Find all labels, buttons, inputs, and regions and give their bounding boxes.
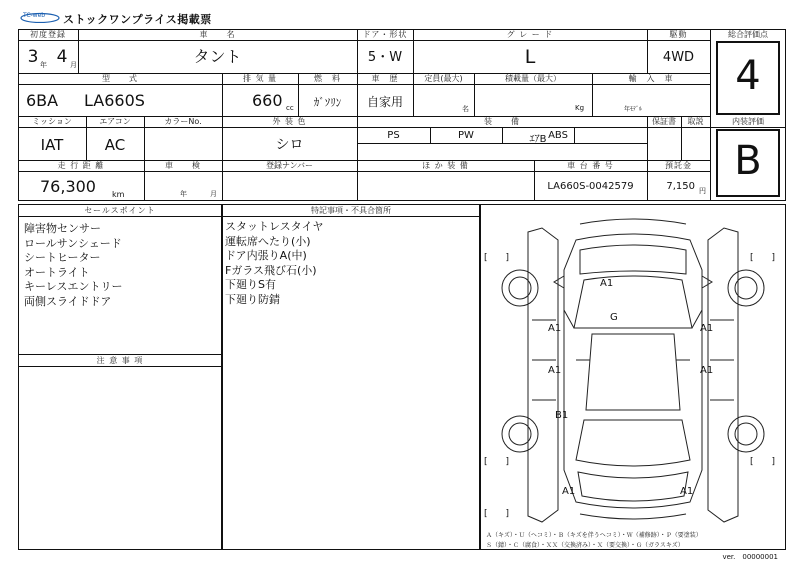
yen-unit: 円 xyxy=(699,187,706,195)
list-item: 運転席へたり(小) xyxy=(225,234,311,248)
first-reg-month: 4 xyxy=(56,47,68,67)
label-manual: 取説 xyxy=(687,117,704,126)
damage-mark: A1 xyxy=(600,278,614,289)
logo-text: TC-web xyxy=(23,12,46,19)
wheel-rr-right xyxy=(728,416,764,452)
insp-year-unit: 年 xyxy=(180,190,187,198)
model-prefix: 6BA xyxy=(26,91,59,110)
label-displacement: 排 気 量 xyxy=(242,74,278,83)
label-mileage: 走 行 距 離 xyxy=(57,161,105,170)
defects-list xyxy=(225,220,323,307)
bracket-front-right: [ ] xyxy=(750,253,776,263)
list-item: キーレスエントリー xyxy=(24,280,123,293)
damage-mark: A1 xyxy=(548,323,562,334)
label-price: 預託金 xyxy=(665,161,692,170)
label-mission: ミッション xyxy=(32,117,72,126)
list-item: オートライト xyxy=(24,265,90,279)
model-code: LA660S xyxy=(84,91,145,110)
label-other-equip: ほ か 装 備 xyxy=(422,161,469,170)
label-capacity: 定員(最大) xyxy=(424,74,463,83)
bracket-bottom: [ ] xyxy=(484,509,510,519)
wheel-fr-right xyxy=(728,270,764,306)
list-item: 障害物センサー xyxy=(24,222,101,235)
damage-mark: A1 xyxy=(700,365,714,376)
price-value: 7,150 xyxy=(666,181,695,192)
insp-month-unit: 月 xyxy=(210,190,217,198)
equip-ps: PS xyxy=(387,130,400,141)
list-item: ドア内張りA(中) xyxy=(225,249,307,262)
rear-bumper xyxy=(580,514,686,519)
damage-mark: A1 xyxy=(680,486,694,497)
label-grade: グ レ ー ド xyxy=(506,30,554,39)
door-type: 5・W xyxy=(367,50,403,65)
label-drive: 駆動 xyxy=(669,30,688,39)
vin-value: LA660S-0042579 xyxy=(547,181,634,192)
front-bumper xyxy=(580,219,686,224)
import-year-unit: 年ﾓﾃﾞﾙ xyxy=(624,106,643,113)
exterior-color: シロ xyxy=(275,137,304,153)
km-unit: km xyxy=(112,190,125,199)
year-unit: 年 xyxy=(40,61,47,69)
aircon-value: AC xyxy=(104,136,126,154)
car-damage-diagram xyxy=(480,210,786,530)
car-top-view xyxy=(564,234,702,508)
damage-mark: A1 xyxy=(700,323,714,334)
label-import: 輸 入 車 xyxy=(628,74,674,83)
damage-mark: B1 xyxy=(555,410,569,421)
label-interior-score: 内装評価 xyxy=(732,117,764,126)
label-vin: 車 台 番 号 xyxy=(567,161,614,170)
list-item: シートヒーター xyxy=(24,251,101,264)
notes-title: 注 意 事 項 xyxy=(96,356,144,365)
history-value: 自家用 xyxy=(366,95,403,109)
label-aircon: エアコン xyxy=(99,117,131,126)
mission-value: IAT xyxy=(40,136,64,154)
interior-score: B xyxy=(734,138,762,184)
cc-unit: cc xyxy=(286,104,294,112)
damage-legend-line2: Ｓ（錆）・Ｃ（腐食）・ＸＸ（交換済み）・Ｘ（要交換）・Ｇ（ガラスキズ） xyxy=(486,542,684,549)
label-exterior: 外 装 色 xyxy=(272,117,307,126)
grade: L xyxy=(524,46,536,68)
bracket-rear-left: [ ] xyxy=(484,457,510,467)
overall-score: 4 xyxy=(735,53,761,99)
list-item: 下廻り防錆 xyxy=(225,292,280,306)
damage-mark: G xyxy=(610,312,618,323)
list-item: スタットレスタイヤ xyxy=(225,220,324,233)
page-title: ストックワンプライス掲載票 xyxy=(63,13,212,26)
version-label: ver. 00000001 xyxy=(722,553,778,561)
label-equipment: 装 備 xyxy=(484,117,520,126)
sales-points-title: セールスポイント xyxy=(84,206,156,215)
label-fuel: 燃 料 xyxy=(314,74,341,83)
label-warranty: 保証書 xyxy=(652,117,676,126)
sales-points-list xyxy=(24,222,122,309)
equip-airbag: ｴｱB xyxy=(529,134,547,145)
list-item: 下廻りS有 xyxy=(225,278,276,291)
label-history: 車 歴 xyxy=(371,74,399,83)
bracket-front-left: [ ] xyxy=(484,253,510,263)
list-item: 両側スライドドア xyxy=(24,294,112,308)
defects-title: 特記事項・不具合箇所 xyxy=(311,206,391,215)
label-inspection: 車 検 xyxy=(165,161,201,170)
wheel-rl-left xyxy=(502,416,538,452)
label-door: ドア・形状 xyxy=(362,30,408,39)
fuel-value: ｶﾞｿﾘﾝ xyxy=(313,96,342,109)
label-color-no: カラーNo. xyxy=(164,117,202,126)
list-item: Fガラス飛び石(小) xyxy=(225,263,317,277)
month-unit: 月 xyxy=(70,61,77,69)
bracket-rear-right: [ ] xyxy=(750,457,776,467)
first-reg-year: 3 xyxy=(27,47,39,67)
displacement-value: 660 xyxy=(252,91,283,110)
load-unit: Kg xyxy=(575,104,585,112)
logo-icon xyxy=(20,8,60,22)
damage-mark: A1 xyxy=(548,365,562,376)
label-model: 型 式 xyxy=(102,74,138,83)
list-item: ロールサンシェード xyxy=(24,236,122,250)
label-first-reg: 初度登録 xyxy=(30,30,66,39)
drive: 4WD xyxy=(662,50,695,65)
damage-legend-line1: Ａ（キズ）・Ｕ（ヘコミ）・Ｂ（キズを伴うヘコミ）・Ｗ（補修跡）・Ｐ（要塗装） xyxy=(486,532,702,539)
equip-pw: PW xyxy=(458,130,474,141)
mileage-value: 76,300 xyxy=(40,177,96,196)
wheel-fl-left xyxy=(502,270,538,306)
capacity-unit: 名 xyxy=(462,105,469,113)
label-plate: 登録ナンバー xyxy=(265,161,314,170)
damage-mark: A1 xyxy=(562,486,576,497)
label-overall-score: 総合評価点 xyxy=(728,30,768,39)
equip-abs: ABS xyxy=(548,130,568,141)
car-name: タント xyxy=(193,47,242,66)
label-car-name: 車 名 xyxy=(199,30,236,39)
label-load: 積載量（最大） xyxy=(505,74,561,83)
